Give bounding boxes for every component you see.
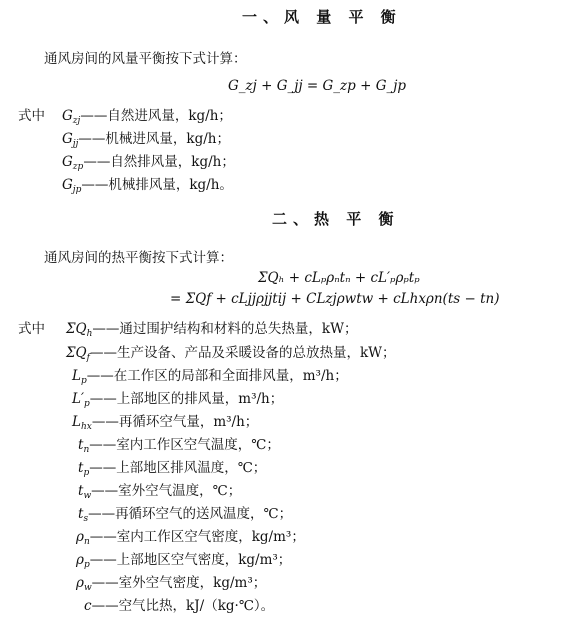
symbol: L — [72, 414, 81, 430]
symbol-subscript: h — [86, 329, 93, 339]
definition-row — [66, 317, 357, 339]
symbol: t — [78, 506, 84, 522]
symbol-subscript: jj — [72, 139, 79, 149]
definition-text: ——再循环空气的送风温度，℃； — [88, 506, 293, 522]
symbol-subscript: w — [83, 583, 92, 593]
where-label: 式中 — [18, 321, 45, 337]
definition-text: ——生产设备、产品及采暖设备的总放热量，kW； — [89, 345, 396, 361]
definition-row — [66, 341, 396, 363]
definition-text: ——自然进风量，kg/h； — [80, 108, 232, 124]
definition-text: ——空气比热，kJ/（kg·℃）。 — [91, 598, 275, 614]
section-intro: 通风房间的热平衡按下式计算： — [44, 250, 233, 266]
symbol: t — [78, 460, 84, 476]
definition-text: ——上部地区空气密度，kg/m³； — [89, 552, 292, 568]
symbol-subscript: s — [83, 514, 89, 524]
symbol: ρ — [76, 575, 84, 591]
definition-row — [62, 127, 230, 149]
symbol-subscript: jp — [72, 185, 82, 195]
symbol: ΣQ — [66, 345, 87, 361]
equation-heat-balance-line2: = ΣQf + cLjjρjjtij + CLzjρwtw + cLhxρn(ts − tn) — [170, 291, 500, 307]
symbol-subscript: w — [83, 491, 92, 501]
definition-row — [76, 525, 305, 547]
section-heading-air-balance: 一、风 量 平 衡 — [242, 8, 402, 26]
definition-row — [78, 433, 280, 455]
definition-text: ——在工作区的局部和全面排风量，m³/h； — [86, 368, 348, 384]
definition-text: ——室外空气温度，℃； — [91, 483, 242, 499]
symbol: G — [62, 177, 73, 193]
symbol: c — [84, 598, 92, 614]
definition-text: ——室外空气密度，kg/m³； — [91, 575, 267, 591]
symbol-subscript: n — [83, 537, 90, 547]
definition-row — [78, 456, 266, 478]
definition-row — [84, 594, 274, 616]
symbol: ρ — [76, 529, 84, 545]
definition-row — [62, 173, 233, 195]
definition-text: ——再循环空气量，m³/h； — [91, 414, 259, 430]
definition-text: ——自然排风量，kg/h； — [83, 154, 235, 170]
definition-text: ——通过围护结构和材料的总失热量，kW； — [92, 321, 358, 337]
definition-row — [62, 104, 232, 126]
definition-text: ——上部地区排风温度，℃； — [89, 460, 267, 476]
equation-air-balance: G_zj + G_jj = G_zp + G_jp — [228, 78, 407, 94]
definition-text: ——机械进风量，kg/h； — [78, 131, 230, 147]
definition-row — [76, 548, 291, 570]
equation-heat-balance-line1: ΣQₕ + cLₚρₙtₙ + cL′ₚρₚtₚ — [258, 270, 420, 286]
symbol: t — [78, 483, 84, 499]
symbol: t — [78, 437, 84, 453]
symbol: G — [62, 154, 73, 170]
symbol-subscript: hx — [80, 422, 92, 432]
symbol-subscript: f — [86, 353, 90, 363]
symbol: G — [62, 108, 73, 124]
definition-row — [72, 387, 283, 409]
definition-row — [72, 410, 258, 432]
symbol: G — [62, 131, 73, 147]
symbol-subscript: zj — [72, 116, 81, 126]
symbol-subscript: p — [80, 376, 87, 386]
symbol-subscript: zp — [72, 162, 84, 172]
where-label: 式中 — [18, 108, 45, 124]
section-intro: 通风房间的风量平衡按下式计算： — [44, 51, 247, 67]
symbol-subscript: p — [83, 560, 90, 570]
definition-text: ——室内工作区空气温度，℃； — [89, 437, 280, 453]
definition-text: ——室内工作区空气密度，kg/m³； — [89, 529, 305, 545]
definition-row — [76, 571, 266, 593]
symbol-subscript: p — [84, 399, 90, 409]
definition-text: ——机械排风量，kg/h。 — [81, 177, 233, 193]
definition-row — [62, 150, 235, 172]
symbol-subscript: n — [83, 445, 90, 455]
definition-text: ——上部地区的排风量，m³/h； — [89, 391, 284, 407]
symbol: L′ — [72, 391, 85, 407]
symbol: ρ — [76, 552, 84, 568]
section-heading-heat-balance: 二、热 平 衡 — [272, 210, 400, 228]
definition-row — [78, 479, 241, 501]
symbol-subscript: p — [83, 468, 90, 478]
definition-row — [78, 502, 292, 524]
symbol: ΣQ — [66, 321, 87, 337]
definition-row — [72, 364, 348, 386]
symbol: L — [72, 368, 81, 384]
